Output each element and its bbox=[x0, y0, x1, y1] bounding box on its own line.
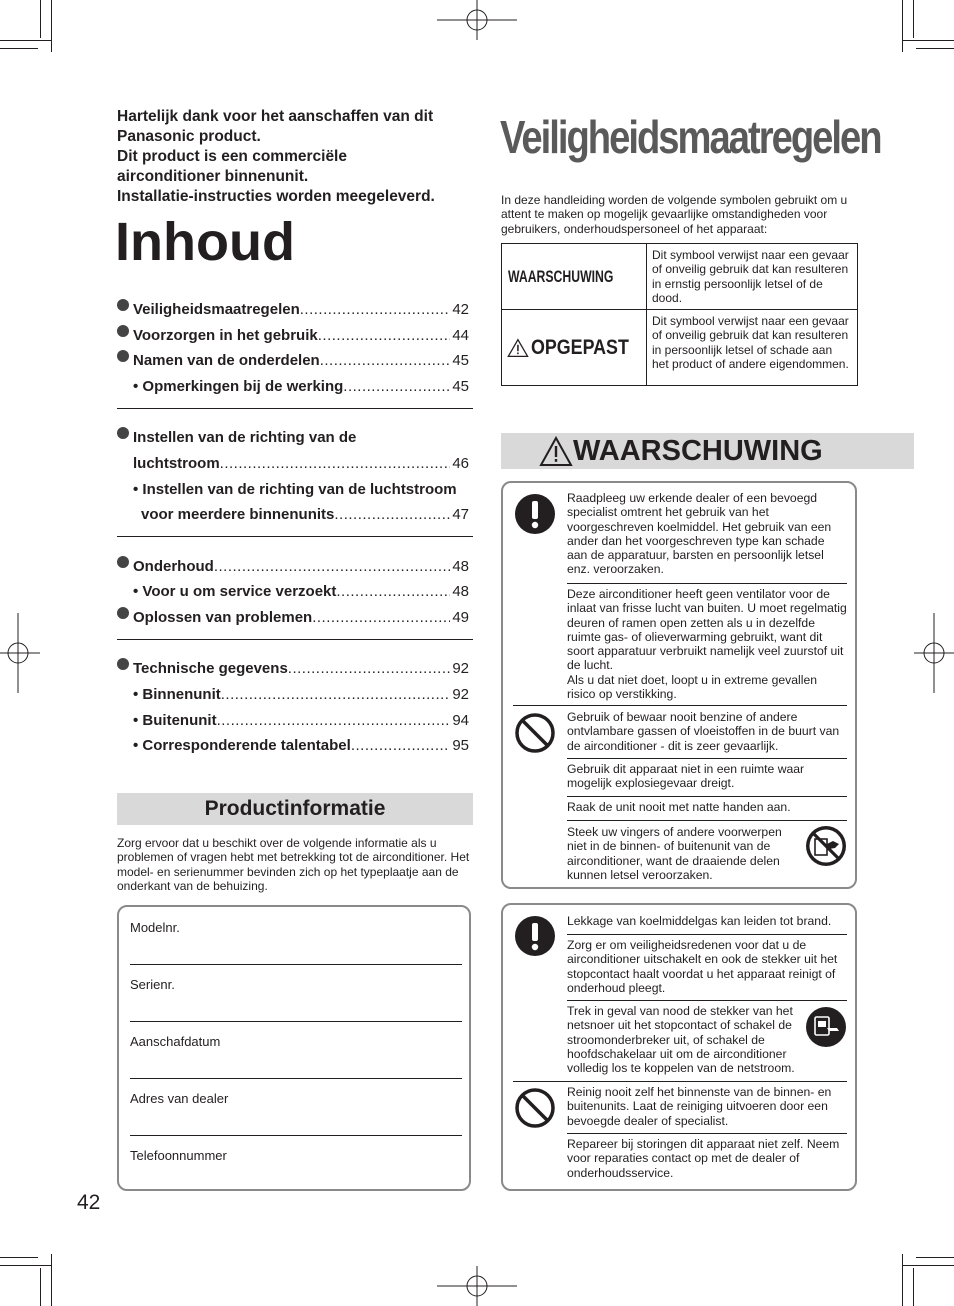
toc-entry[interactable]: • Corresponderende talentabel ..... 95 bbox=[117, 732, 469, 754]
toc-label: Technische gegevens bbox=[133, 660, 288, 677]
purchase-date-field-line[interactable] bbox=[130, 1078, 462, 1079]
registration-mark-left bbox=[0, 613, 40, 693]
toc-page: 94 bbox=[452, 712, 469, 729]
symbol-label: WAARSCHUWING bbox=[508, 266, 614, 286]
model-field-label: Modelnr. bbox=[130, 920, 180, 935]
toc-page: 46 bbox=[452, 455, 469, 472]
purchase-date-field-label: Aanschafdatum bbox=[130, 1034, 221, 1049]
intro-line: Hartelijk dank voor het aanschaffen van dit bbox=[117, 108, 434, 125]
warning-item: Repareer bij storingen dit apparaat niet zelf. Neem voor reparaties contact op met de dealer of onderhoudsservice. bbox=[567, 1137, 840, 1180]
toc-label: luchtstroom bbox=[133, 455, 220, 472]
toc-entry[interactable] bbox=[117, 296, 469, 318]
warning-triangle-icon bbox=[539, 436, 573, 467]
toc-page: 48 bbox=[452, 558, 469, 575]
symbol-label: OPGEPAST bbox=[530, 335, 629, 359]
toc-entry[interactable]: • Binnenunit ..... 92 bbox=[117, 681, 469, 703]
bullet-icon bbox=[117, 427, 129, 439]
bullet-icon bbox=[117, 350, 129, 362]
warning-item: Gebruik of bewaar nooit benzine of andere ontvlambare gassen of vloeistoffen in de buurt van de airconditioner - dit is zeer gevaarlijk. bbox=[567, 710, 840, 753]
toc-page: 45 bbox=[452, 352, 469, 369]
bullet-icon bbox=[117, 556, 129, 568]
serial-field-label: Serienr. bbox=[130, 977, 175, 992]
warning-item-text: Deze airconditioner heeft geen ventilator voor de inlaat van frisse lucht van buiten. U moet regelmatig deuren of ramen open zetten als u in dezelfde ruimte gas- of olieverwarming gebruikt, want dit soort apparatuur verbruikt namelijk veel zuurstof uit de lucht. bbox=[567, 587, 847, 673]
bullet-icon bbox=[117, 658, 129, 670]
product-info-form bbox=[117, 905, 471, 1191]
serial-field-line[interactable] bbox=[130, 1021, 462, 1022]
toc-label: Binnenunit bbox=[142, 686, 221, 703]
toc-label: Instellen van de richting van de luchtstroom bbox=[142, 481, 457, 498]
toc-page: 45 bbox=[452, 378, 469, 395]
toc-divider bbox=[117, 408, 473, 409]
bullet-icon bbox=[117, 325, 129, 337]
toc-entry[interactable]: • Opmerkingen bij de werking ..... 45 bbox=[117, 373, 469, 395]
toc-title: Inhoud bbox=[115, 212, 295, 272]
item-divider bbox=[567, 934, 847, 935]
mandatory-exclamation-icon bbox=[514, 915, 556, 957]
toc-entry[interactable] bbox=[117, 553, 469, 575]
item-divider bbox=[567, 796, 847, 797]
toc-entry[interactable]: • Voor u om service verzoekt ..... 48 bbox=[117, 578, 469, 600]
toc-entry[interactable] bbox=[117, 347, 469, 369]
toc-entry[interactable]: • Instellen van de richting van de luchtstroom bbox=[133, 481, 457, 498]
warning-item: Trek in geval van nood de stekker van het netsnoer uit het stopcontact of schakel de stroomonderbreker uit, of schakel de hoofdschakelaar uit om de airconditioner volledig los te koppelen van de netstroom. bbox=[567, 1004, 795, 1076]
toc-label: Voor u om service verzoekt bbox=[142, 583, 337, 600]
warning-item: Zorg er om veiligheidsredenen voor dat u de airconditioner uitschakelt en ook de stekker uit het stopcontact haalt voordat u het apparaat reinigt of onderhoud pleegt. bbox=[567, 938, 838, 995]
toc-label: Corresponderende talentabel bbox=[142, 737, 351, 754]
toc-entry[interactable] bbox=[117, 604, 469, 626]
toc-entry[interactable] bbox=[117, 450, 469, 472]
item-divider bbox=[567, 1133, 847, 1134]
toc-label: voor meerdere binnenunits bbox=[141, 506, 335, 523]
toc-label: Buitenunit bbox=[142, 712, 217, 729]
intro-text bbox=[117, 107, 477, 207]
toc-label: Onderhoud bbox=[133, 558, 214, 575]
toc-divider bbox=[117, 639, 473, 640]
toc-entry[interactable] bbox=[117, 322, 469, 344]
toc-page: 49 bbox=[452, 609, 469, 626]
warning-box-2 bbox=[501, 903, 857, 1191]
toc-page: 92 bbox=[452, 660, 469, 677]
group-divider bbox=[513, 705, 847, 706]
prohibition-icon bbox=[514, 712, 556, 754]
caution-triangle-icon bbox=[507, 333, 529, 363]
symbol-description: Dit symbool verwijst naar een gevaar of onveilig gebruik dat kan resulteren in persoonlijk letsel of schade aan het product of andere eigendommen. bbox=[652, 314, 849, 371]
toc-divider bbox=[117, 536, 473, 537]
dealer-address-field-line[interactable] bbox=[130, 1135, 462, 1136]
toc-entry[interactable] bbox=[117, 655, 469, 677]
toc-page: 92 bbox=[452, 686, 469, 703]
toc-entry[interactable]: • Buitenunit ..... 94 bbox=[117, 707, 469, 729]
model-field-line[interactable] bbox=[130, 964, 462, 965]
toc-label: Veiligheidsmaatregelen bbox=[133, 301, 300, 318]
warning-item: Gebruik dit apparaat niet in een ruimte waar mogelijk explosiegevaar dreigt. bbox=[567, 762, 805, 791]
warning-item: Lekkage van koelmiddelgas kan leiden tot brand. bbox=[567, 914, 832, 928]
phone-field-label: Telefoonnummer bbox=[130, 1148, 227, 1163]
item-divider bbox=[567, 820, 847, 821]
registration-mark-top bbox=[437, 0, 517, 40]
page-number: 42 bbox=[77, 1191, 101, 1214]
registration-mark-right bbox=[914, 613, 954, 693]
warning-item: Raadpleeg uw erkende dealer of een bevoegd specialist omtrent het gebruik van het voorgeschreven koelmiddel. Het gebruik van een ander dan het voorgeschreven type kan schade aan de apparatuur, barsten en persoonlijk letsel enz. veroorzaken. bbox=[567, 491, 832, 577]
warning-heading bbox=[501, 433, 914, 469]
bullet-icon bbox=[117, 607, 129, 619]
warning-item bbox=[567, 587, 847, 701]
safety-intro: In deze handleiding worden de volgende symbolen gebruikt om u attent te maken op mogelijk gevaarlijke omstandigheden voor gebruikers, onderhoudspersoneel of het apparaat: bbox=[501, 193, 848, 236]
product-info-title: Productinformatie bbox=[117, 793, 473, 825]
mandatory-exclamation-icon bbox=[514, 493, 556, 535]
unplug-icon bbox=[805, 1006, 847, 1048]
symbol-row-warning bbox=[502, 244, 857, 310]
warning-item-text: Als u dat niet doet, loopt u in extreme gevallen risico op verstikking. bbox=[567, 672, 817, 702]
intro-line: Panasonic product. bbox=[117, 128, 261, 145]
toc-label: Oplossen van problemen bbox=[133, 609, 313, 626]
toc-page: 47 bbox=[452, 506, 469, 523]
toc-page: 44 bbox=[452, 327, 469, 344]
toc-label: Namen van de onderdelen bbox=[133, 352, 320, 369]
toc-label: Voorzorgen in het gebruik bbox=[133, 327, 318, 344]
symbol-description: Dit symbool verwijst naar een gevaar of onveilig gebruik dat kan resulteren in ernstig persoonlijk letsel of de dood. bbox=[652, 248, 849, 305]
intro-line: airconditioner binnenunit. bbox=[117, 168, 309, 185]
intro-line: Installatie-instructies worden meegeleverd. bbox=[117, 188, 435, 205]
warning-item: Raak de unit nooit met natte handen aan. bbox=[567, 800, 791, 814]
symbol-table bbox=[501, 243, 858, 386]
no-fingers-icon bbox=[805, 825, 847, 867]
toc-label: Instellen van de richting van de bbox=[133, 429, 357, 446]
warning-box-1 bbox=[501, 481, 857, 889]
item-divider bbox=[567, 583, 847, 584]
item-divider bbox=[567, 1000, 847, 1001]
symbol-row-caution bbox=[502, 310, 857, 385]
safety-title: Veiligheidsmaatregelen bbox=[500, 111, 881, 163]
item-divider bbox=[567, 758, 847, 759]
prohibition-icon bbox=[514, 1087, 556, 1129]
toc-entry[interactable] bbox=[117, 501, 469, 523]
toc-entry[interactable] bbox=[117, 424, 469, 446]
toc-page: 42 bbox=[452, 301, 469, 318]
intro-line: Dit product is een commerciële bbox=[117, 148, 347, 165]
warning-heading-label: WAARSCHUWING bbox=[573, 435, 823, 467]
warning-item: Steek uw vingers of andere voorwerpen niet in de binnen- of buitenunit van de airconditioner, want de draaiende delen kunnen letsel veroorzaken. bbox=[567, 825, 782, 882]
bullet-icon bbox=[117, 299, 129, 311]
toc-page: 95 bbox=[452, 737, 469, 754]
product-info-text: Zorg ervoor dat u beschikt over de volgende informatie als u problemen of vragen hebt met betrekking tot de airconditioner. Het model- en serienummer bevinden zich op het typeplaatje aan de onderkant van de behuizing. bbox=[117, 836, 470, 893]
warning-item: Reinig nooit zelf het binnenste van de binnen- en buitenunits. Laat de reiniging uitvoeren door een bevoegde dealer of specialist. bbox=[567, 1085, 832, 1128]
group-divider bbox=[513, 1081, 847, 1082]
toc-label: Opmerkingen bij de werking bbox=[142, 378, 344, 395]
toc-page: 48 bbox=[452, 583, 469, 600]
registration-mark-bottom bbox=[437, 1266, 517, 1306]
dealer-address-field-label: Adres van dealer bbox=[130, 1091, 229, 1106]
